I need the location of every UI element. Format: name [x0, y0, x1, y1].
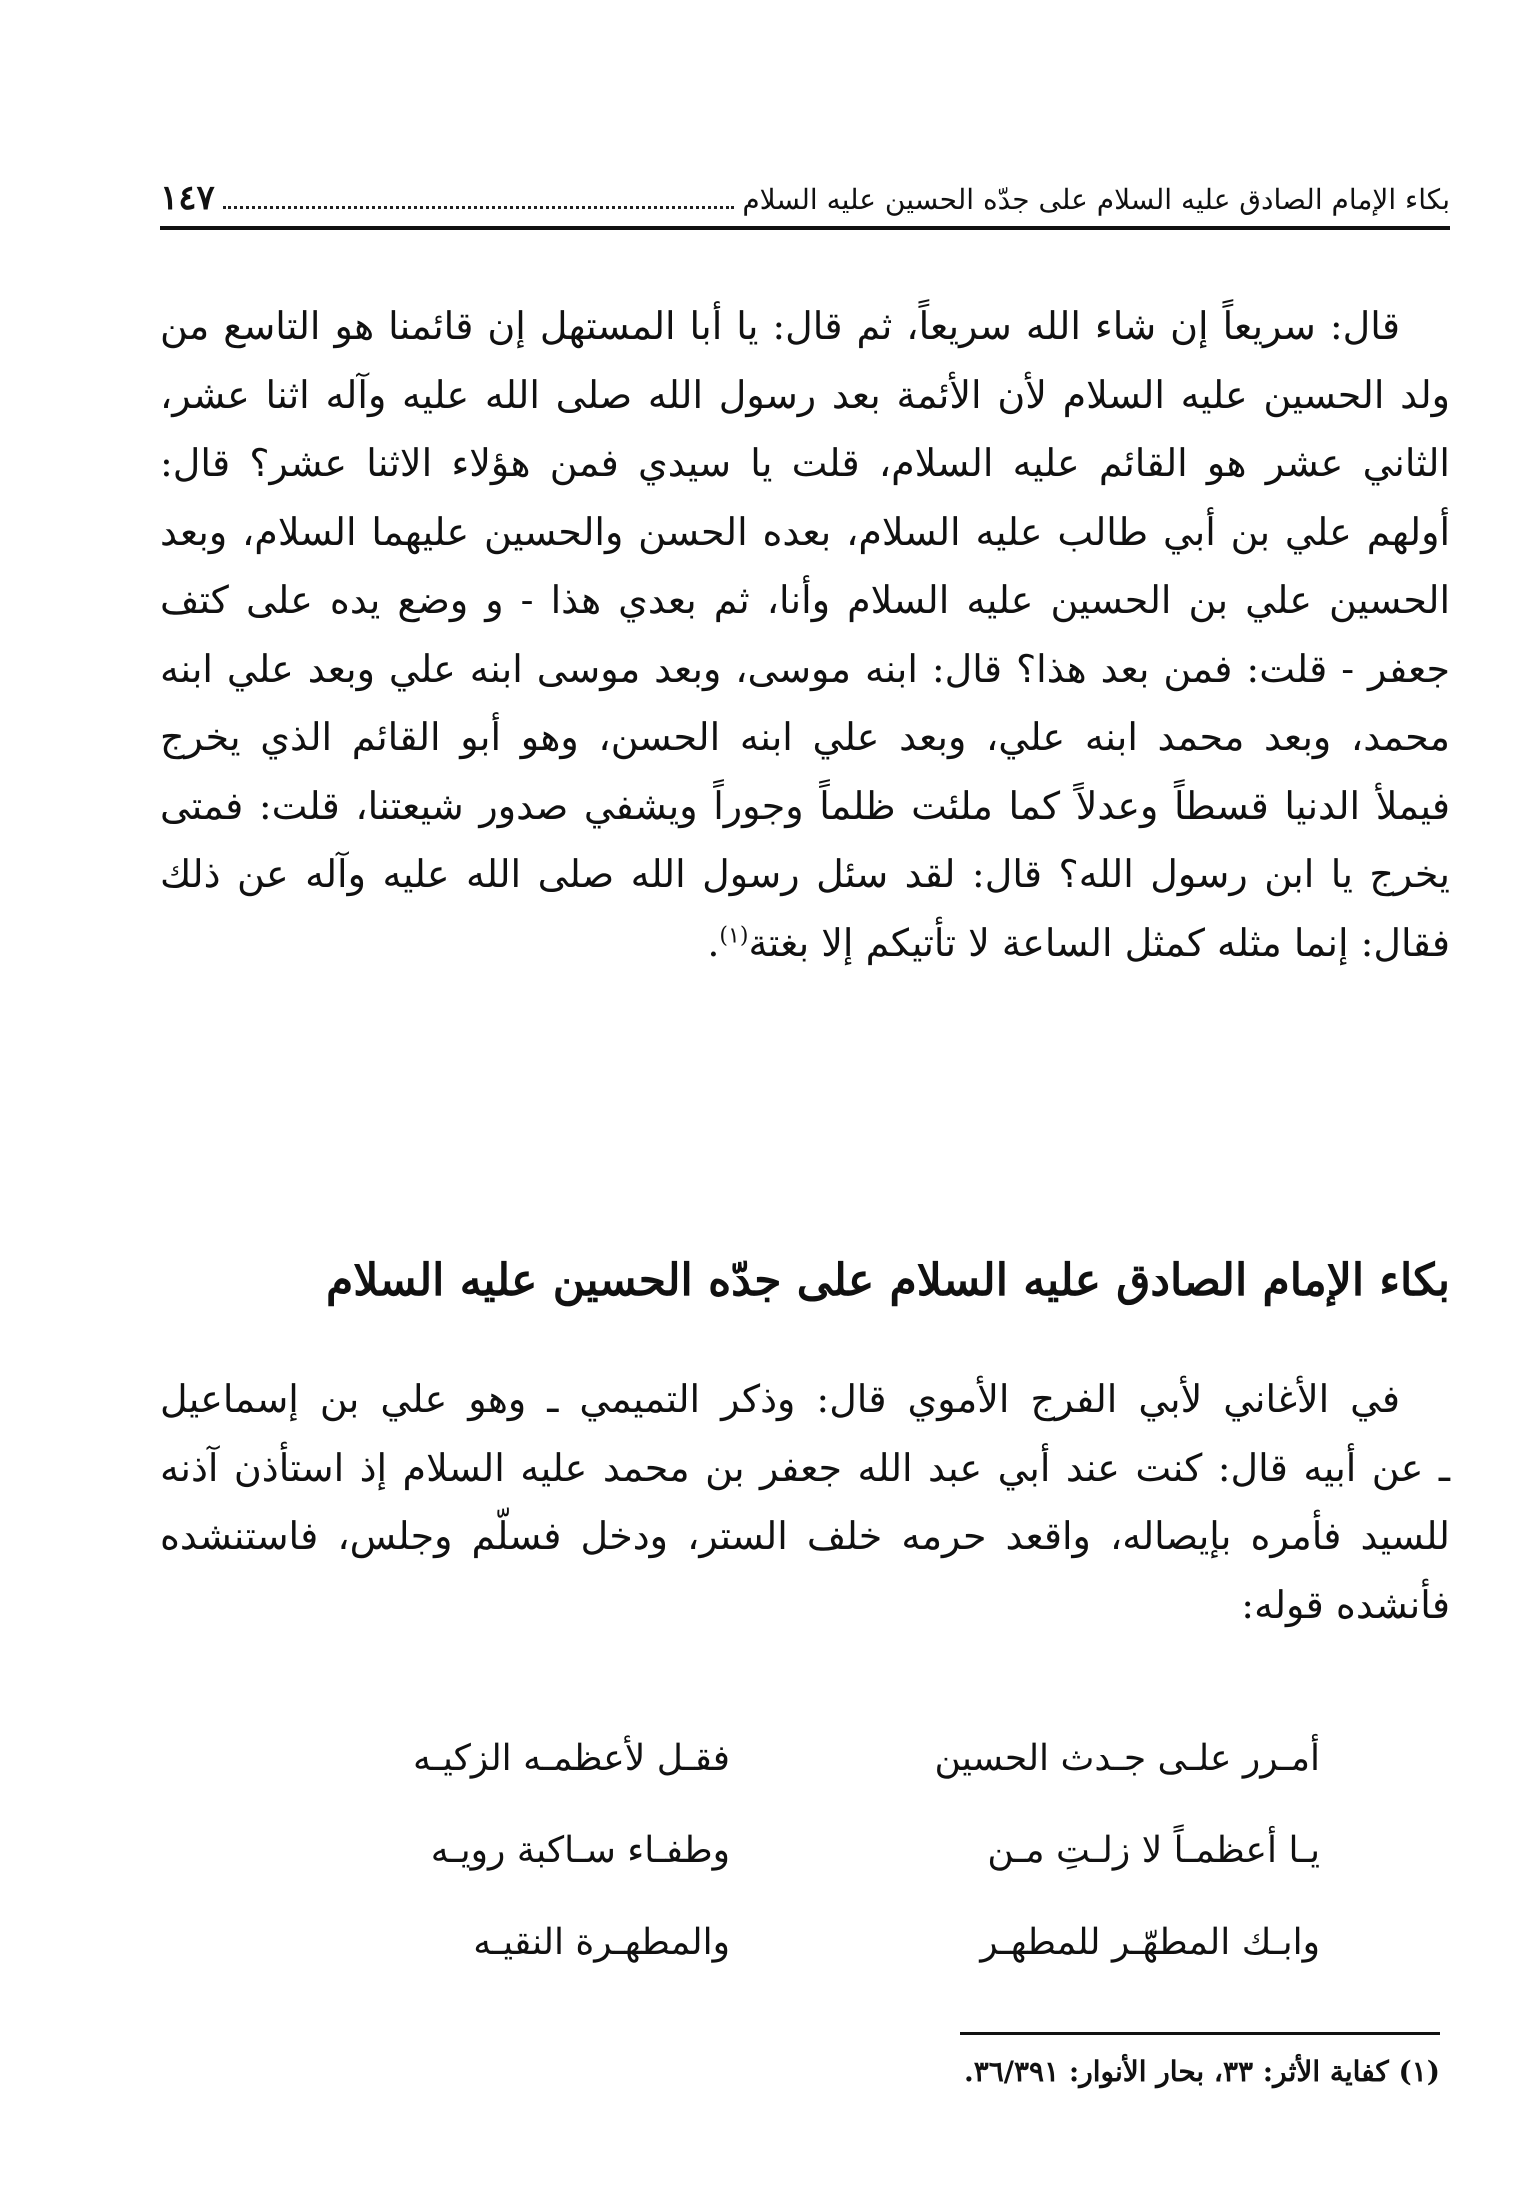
poem: [260, 1712, 1320, 1988]
text-line: أولهم علي بن أبي طالب عليه السلام، بعده الحسن والحسين عليهما السلام، وبعد: [160, 509, 1450, 554]
text-line: الحسين علي بن الحسين عليه السلام وأنا، ثم بعدي هذا - و وضع يده على كتف: [160, 578, 1450, 622]
text-line-last: فأنشده قوله:: [1241, 1582, 1450, 1627]
second-hemistich: فقـل لأعظمـه الزكيـه: [412, 1737, 730, 1779]
text-line: يخرج يا ابن رسول الله؟ قال: لقد سئل رسول الله صلى الله عليه وآله عن ذلك: [160, 852, 1450, 896]
text-line: في الأغاني لأبي الفرج الأموي قال: وذكر التميمي ـ وهو علي بن إسماعيل: [160, 1377, 1400, 1421]
running-title: بكاء الإمام الصادق عليه السلام على جدّه الحسين عليه السلام: [742, 183, 1450, 216]
first-hemistich: أمـرر علـى جـدث الحسين: [934, 1737, 1320, 1779]
paragraph-2: [160, 1365, 1450, 1639]
footnote: (١) كفاية الأثر: ٣٣، بحار الأنوار: ٣٦/٣٩١.: [963, 2055, 1440, 2088]
first-hemistich: يـا أعظمـاً لا زلـتِ مـن: [987, 1829, 1320, 1871]
header-dot-leader: [223, 186, 735, 209]
text-line: ـ عن أبيه قال: كنت عند أبي عبد الله جعفر بن محمد عليه السلام إذ استأذن آذنه: [160, 1445, 1450, 1490]
second-hemistich: وطفـاء سـاكبة رويـه: [430, 1829, 730, 1871]
text-line: فيملأ الدنيا قسطاً وعدلاً كما ملئت ظلماً وجوراً ويشفي صدور شيعتنا، قلت: فمتى: [160, 783, 1450, 828]
text-line-content: فقال: إنما مثله كمثل الساعة لا تأتيكم إلا بغتة: [748, 920, 1450, 965]
running-header: [160, 178, 1450, 230]
first-hemistich: وابـك المطهّـر للمطهـر: [980, 1921, 1320, 1963]
text-line: قال: سريعاً إن شاء الله سريعاً، ثم قال: يا أبا المستهل إن قائمنا هو التاسع من: [160, 304, 1400, 348]
text-line: الثاني عشر هو القائم عليه السلام، قلت يا سيدي فمن هؤلاء الاثنا عشر؟ قال:: [160, 441, 1450, 485]
poem-verse: [260, 1896, 1320, 1988]
page-number: ١٤٧: [160, 178, 215, 218]
footnote-marker[interactable]: (١): [719, 922, 749, 948]
footnote-separator: [960, 2032, 1440, 2035]
text-line: للسيد فأمره بإيصاله، واقعد حرمه خلف الستر، ودخل فسلّم وجلس، فاستنشده: [160, 1514, 1450, 1558]
poem-verse: [260, 1712, 1320, 1804]
text-line: محمد، وبعد محمد ابنه علي، وبعد علي ابنه الحسن، وهو أبو القائم الذي يخرج: [160, 715, 1450, 759]
section-heading: بكاء الإمام الصادق عليه السلام على جدّه الحسين عليه السلام: [326, 1255, 1450, 1306]
text-line: ولد الحسين عليه السلام لأن الأئمة بعد رسول الله صلى الله عليه وآله اثنا عشر،: [160, 372, 1450, 417]
second-hemistich: والمطهـرة النقيـه: [473, 1921, 730, 1963]
text-line-last: فقال: إنما مثله كمثل الساعة لا تأتيكم إلا بغتة$^{(١)}$.: [707, 920, 1450, 965]
poem-verse: [260, 1804, 1320, 1896]
text-line: جعفر - قلت: فمن بعد هذا؟ قال: ابنه موسى، وبعد موسى ابنه علي وبعد علي ابنه: [160, 646, 1450, 691]
paragraph-1: [160, 292, 1450, 977]
